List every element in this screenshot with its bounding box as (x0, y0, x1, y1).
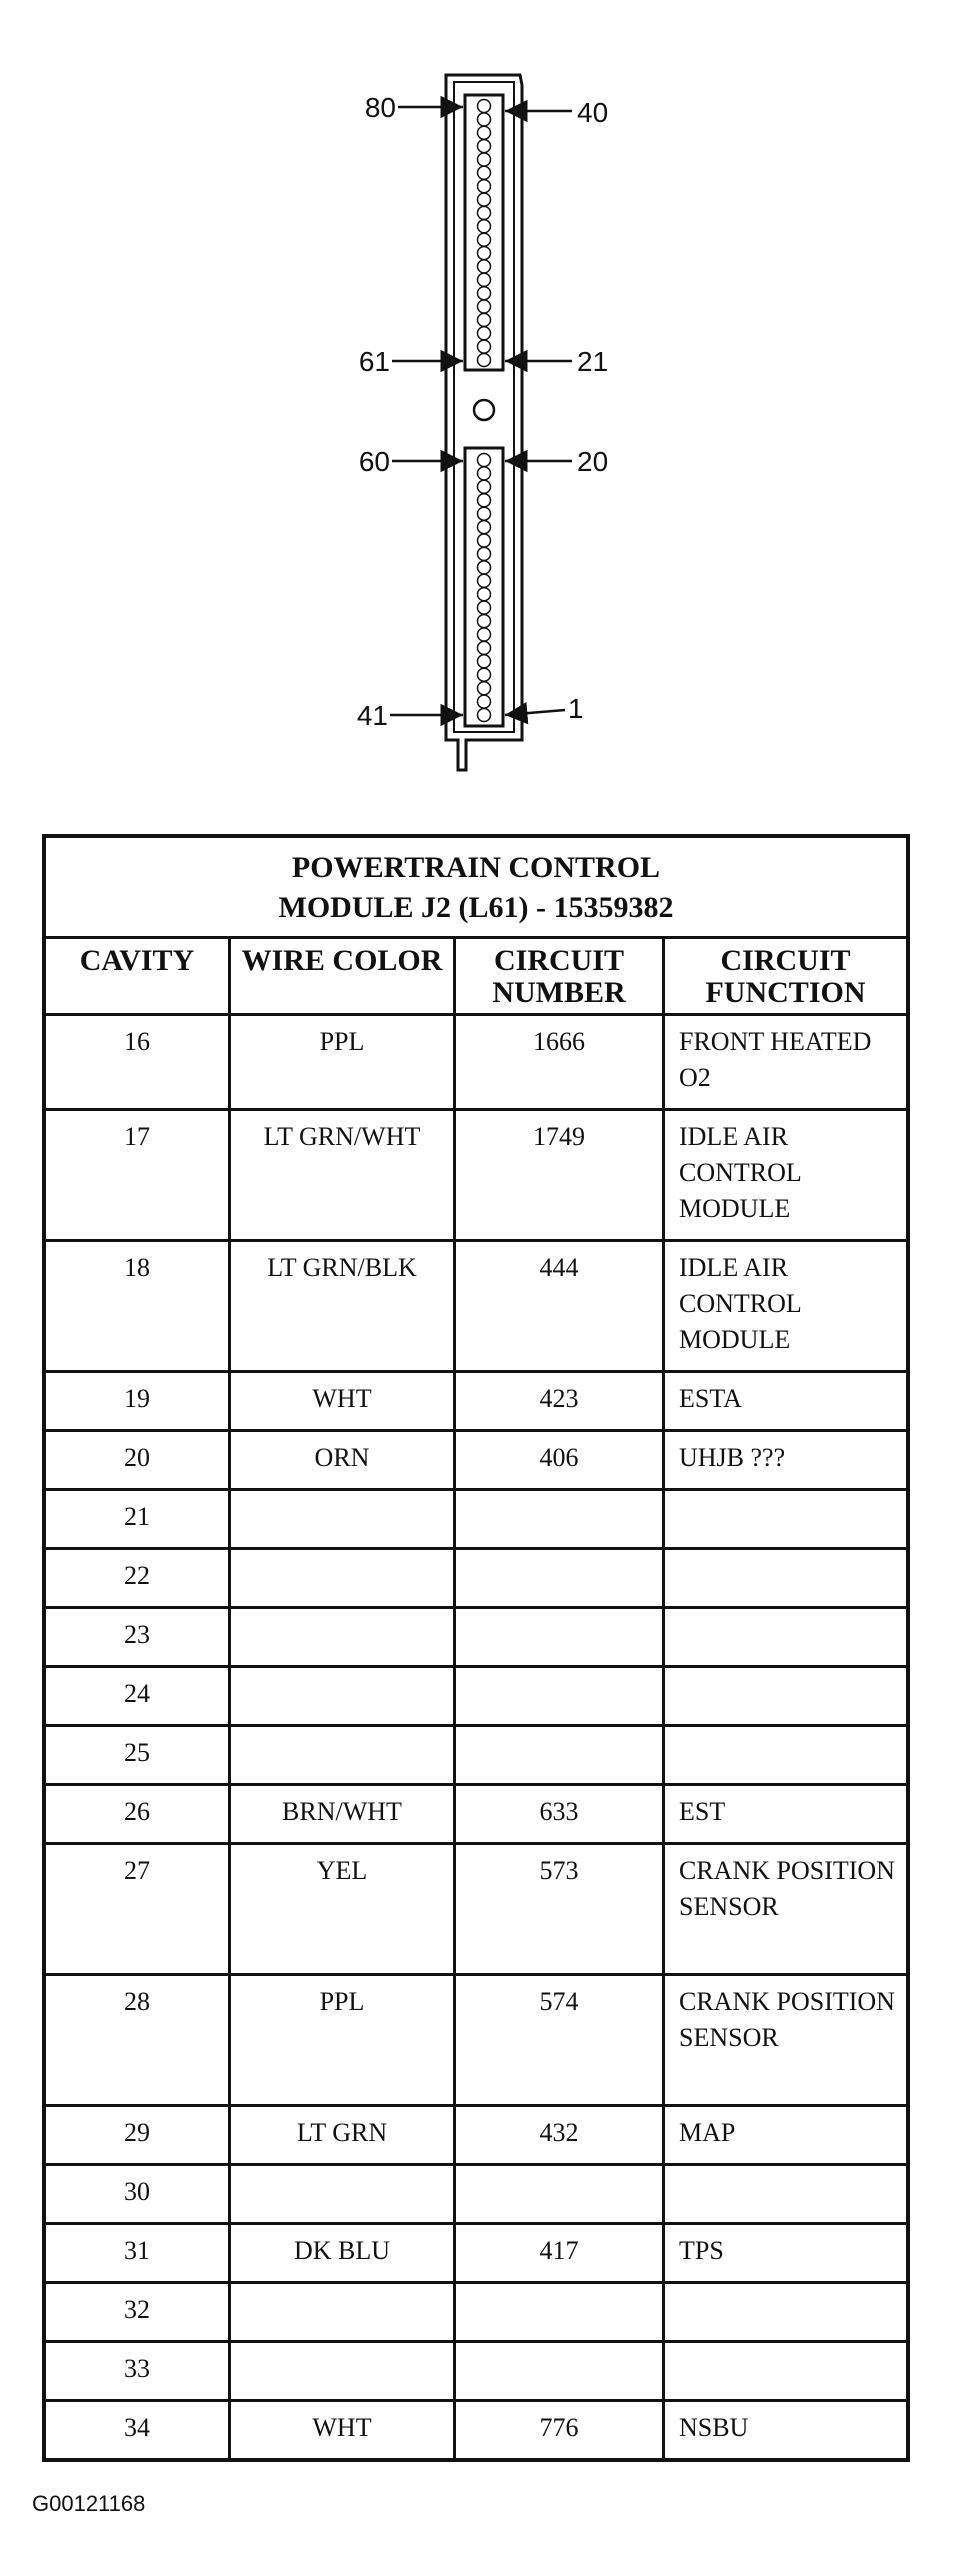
cell-wire-color (230, 1667, 455, 1726)
cell-circuit-function (664, 2342, 909, 2401)
connector-pin (478, 247, 491, 260)
pin-label-1: 1 (568, 693, 584, 724)
connector-pin (478, 113, 491, 126)
header-circuit-number: CIRCUIT NUMBER (455, 938, 664, 1015)
connector-pin (478, 100, 491, 113)
cell-wire-color (230, 2283, 455, 2342)
connector-pin (478, 615, 491, 628)
cell-circuit-function (664, 2283, 909, 2342)
table-row (44, 1726, 908, 1785)
cell-circuit-function (664, 2165, 909, 2224)
connector-pin (478, 300, 491, 313)
connector-pin (478, 354, 491, 367)
connector-pin (478, 574, 491, 587)
cell-wire-color: ORN (230, 1431, 455, 1490)
cell-cavity: 25 (44, 1726, 230, 1785)
table-row (44, 1431, 908, 1490)
connector-pin (478, 260, 491, 273)
pin-label-61: 61 (358, 346, 390, 377)
cell-wire-color (230, 1726, 455, 1785)
cell-circuit-function: IDLE AIR CONTROL MODULE (664, 1241, 909, 1372)
cell-cavity: 32 (44, 2283, 230, 2342)
table-row (44, 1241, 908, 1372)
cell-cavity: 21 (44, 1490, 230, 1549)
cell-cavity: 29 (44, 2106, 230, 2165)
cell-wire-color (230, 2342, 455, 2401)
cell-circuit-number (455, 1667, 664, 1726)
connector-pin (478, 521, 491, 534)
cell-wire-color (230, 1608, 455, 1667)
table-row (44, 1608, 908, 1667)
table-row (44, 2165, 908, 2224)
table-row (44, 1490, 908, 1549)
pinout-table (42, 834, 910, 2462)
header-circuit-function: CIRCUIT FUNCTION (664, 938, 909, 1015)
pin-label-21: 21 (577, 346, 609, 377)
table-row (44, 2224, 908, 2283)
cell-circuit-function: EST (664, 1785, 909, 1844)
connector-pin (478, 206, 491, 219)
cell-circuit-number: 574 (455, 1975, 664, 2106)
connector-pin (478, 628, 491, 641)
cell-circuit-number: 423 (455, 1372, 664, 1431)
cell-cavity: 27 (44, 1844, 230, 1975)
table-row (44, 1667, 908, 1726)
pin-label-20: 20 (577, 446, 609, 477)
cell-circuit-function: UHJB ??? (664, 1431, 909, 1490)
cell-circuit-number (455, 1608, 664, 1667)
connector-pin (478, 695, 491, 708)
cell-cavity: 19 (44, 1372, 230, 1431)
connector-pin (478, 313, 491, 326)
alignment-hole (474, 400, 494, 420)
cell-circuit-number (455, 1490, 664, 1549)
cell-circuit-function: FRONT HEATED O2 (664, 1015, 909, 1110)
cell-circuit-number (455, 1549, 664, 1608)
connector-pin (478, 480, 491, 493)
connector-pin (478, 140, 491, 153)
connector-pin (478, 153, 491, 166)
cell-circuit-function (664, 1549, 909, 1608)
connector-pin (478, 709, 491, 722)
cell-cavity: 34 (44, 2401, 230, 2461)
cell-circuit-function: NSBU (664, 2401, 909, 2461)
connector-pin (478, 327, 491, 340)
pin-label-40: 40 (577, 97, 609, 128)
connector-pin (478, 273, 491, 286)
table-row (44, 2283, 908, 2342)
cell-circuit-number: 573 (455, 1844, 664, 1975)
pin-label-60: 60 (358, 446, 390, 477)
cell-wire-color: WHT (230, 2401, 455, 2461)
connector-diagram (0, 0, 955, 780)
cell-circuit-number: 633 (455, 1785, 664, 1844)
cell-wire-color: BRN/WHT (230, 1785, 455, 1844)
connector-pin (478, 682, 491, 695)
cell-circuit-number: 417 (455, 2224, 664, 2283)
cell-circuit-number (455, 2283, 664, 2342)
cell-circuit-number: 432 (455, 2106, 664, 2165)
cell-wire-color: LT GRN (230, 2106, 455, 2165)
connector-pin (478, 588, 491, 601)
cell-cavity: 24 (44, 1667, 230, 1726)
cell-cavity: 26 (44, 1785, 230, 1844)
cell-circuit-function (664, 1726, 909, 1785)
figure-id: G00121168 (32, 2491, 146, 2516)
connector-pin (478, 507, 491, 520)
cell-wire-color: PPL (230, 1975, 455, 2106)
table-row (44, 2106, 908, 2165)
cell-circuit-function: CRANK POSITION SENSOR (664, 1975, 909, 2106)
header-cavity: CAVITY (44, 938, 230, 1015)
cell-circuit-function (664, 1667, 909, 1726)
connector-pin (478, 126, 491, 139)
cell-wire-color (230, 1549, 455, 1608)
connector-pin (478, 340, 491, 353)
connector-pin (478, 494, 491, 507)
connector-pin (478, 287, 491, 300)
cell-wire-color (230, 1490, 455, 1549)
cell-circuit-number (455, 2165, 664, 2224)
cell-cavity: 31 (44, 2224, 230, 2283)
cell-cavity: 28 (44, 1975, 230, 2106)
connector-pin (478, 668, 491, 681)
cell-wire-color: WHT (230, 1372, 455, 1431)
connector-pin (478, 601, 491, 614)
pin-label-41: 41 (356, 700, 388, 731)
table-row (44, 1844, 908, 1975)
cell-cavity: 22 (44, 1549, 230, 1608)
table-row (44, 1975, 908, 2106)
cell-wire-color: PPL (230, 1015, 455, 1110)
connector-pin (478, 180, 491, 193)
cell-circuit-function: IDLE AIR CONTROL MODULE (664, 1110, 909, 1241)
connector-pin (478, 193, 491, 206)
cell-wire-color: DK BLU (230, 2224, 455, 2283)
cell-circuit-function (664, 1490, 909, 1549)
table-row (44, 1110, 908, 1241)
connector-pin (478, 547, 491, 560)
table-row (44, 1372, 908, 1431)
table-row (44, 2401, 908, 2461)
cell-circuit-function: CRANK POSITION SENSOR (664, 1844, 909, 1975)
cell-circuit-number: 406 (455, 1431, 664, 1490)
cell-wire-color (230, 2165, 455, 2224)
connector-pin (478, 166, 491, 179)
cell-circuit-function: ESTA (664, 1372, 909, 1431)
cell-circuit-number (455, 2342, 664, 2401)
cell-cavity: 30 (44, 2165, 230, 2224)
table-row (44, 2342, 908, 2401)
cell-cavity: 20 (44, 1431, 230, 1490)
cell-circuit-number (455, 1726, 664, 1785)
connector-pin (478, 220, 491, 233)
table-row (44, 1785, 908, 1844)
pin-label-80: 80 (364, 92, 396, 123)
connector-pin (478, 534, 491, 547)
cell-circuit-function: MAP (664, 2106, 909, 2165)
cell-wire-color: YEL (230, 1844, 455, 1975)
cell-circuit-number: 776 (455, 2401, 664, 2461)
table-row (44, 1015, 908, 1110)
table-title (44, 836, 908, 938)
connector-pin (478, 233, 491, 246)
cell-cavity: 23 (44, 1608, 230, 1667)
cell-cavity: 17 (44, 1110, 230, 1241)
cell-wire-color: LT GRN/BLK (230, 1241, 455, 1372)
connector-pin (478, 454, 491, 467)
header-wire-color: WIRE COLOR (230, 938, 455, 1015)
connector-pin (478, 655, 491, 668)
cell-circuit-function (664, 1608, 909, 1667)
connector-pin (478, 467, 491, 480)
cell-wire-color: LT GRN/WHT (230, 1110, 455, 1241)
table-title-line1: POWERTRAIN CONTROL (291, 851, 661, 884)
cell-cavity: 33 (44, 2342, 230, 2401)
cell-circuit-number: 1749 (455, 1110, 664, 1241)
cell-circuit-number: 444 (455, 1241, 664, 1372)
table-title-line2: MODULE J2 (L61) - 15359382 (278, 891, 674, 924)
table-row (44, 1549, 908, 1608)
cell-circuit-number: 1666 (455, 1015, 664, 1110)
connector-pin (478, 561, 491, 574)
cell-cavity: 16 (44, 1015, 230, 1110)
cell-circuit-function: TPS (664, 2224, 909, 2283)
cell-cavity: 18 (44, 1241, 230, 1372)
connector-pin (478, 641, 491, 654)
